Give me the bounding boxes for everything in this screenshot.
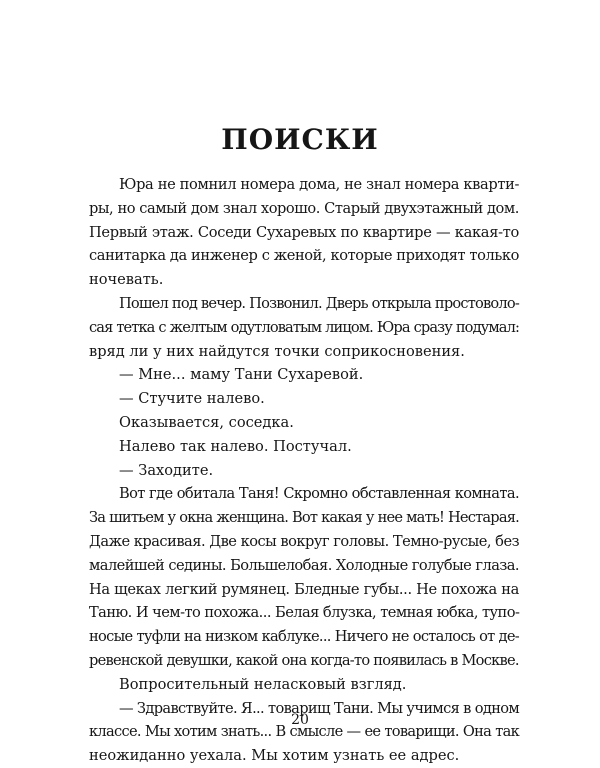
text-line: Налево так налево. Постучал. bbox=[119, 437, 352, 455]
text-line: Даже красивая. Две косы вокруг головы. Темно-русые, без bbox=[89, 532, 520, 550]
dialogue-line: — Мне... маму Тани Сухаревой. bbox=[119, 366, 364, 384]
text-line: Юра не помнил номера дома, не знал номера кварти- bbox=[119, 176, 520, 193]
page-number: 20 bbox=[291, 712, 309, 728]
text-line: санитарка да инженер с женой, которые приходят только bbox=[89, 247, 519, 265]
text-line: Первый этаж. Соседи Сухаревых по квартире — какая-то bbox=[89, 223, 519, 241]
text-line: вряд ли у них найдутся точки соприкосновения. bbox=[89, 342, 465, 360]
dialogue-line: классе. Мы хотим знать... В смысле — ее товарищи. Она так bbox=[89, 723, 519, 741]
text-line: ревенской девушки, какой она когда-то появилась в Москве. bbox=[89, 651, 519, 669]
dialogue-line: — Стучите налево. bbox=[119, 390, 265, 408]
text-line: На щеках легкий румянец. Бледные губы... Не похожа на bbox=[89, 580, 519, 598]
text-line: За шитьем у окна женщина. Вот какая у нее мать! Нестарая. bbox=[89, 509, 519, 527]
text-line: ры, но самый дом знал хорошо. Старый двухэтажный дом. bbox=[89, 199, 519, 217]
chapter-body bbox=[89, 173, 519, 768]
dialogue-line: неожиданно уехала. Мы хотим узнать ее адрес. bbox=[89, 747, 460, 765]
text-line: Таню. И чем-то похожа... Белая блузка, темная юбка, тупо- bbox=[89, 604, 520, 622]
text-line: Пошел под вечер. Позвонил. Дверь открыла простоволо- bbox=[119, 294, 519, 312]
text-line: ночевать. bbox=[89, 271, 164, 289]
text-line: Вот где обитала Таня! Скромно обставленная комната. bbox=[119, 485, 519, 503]
text-line: малейшей седины. Большелобая. Холодные голубые глаза. bbox=[89, 556, 519, 574]
text-line: носые туфли на низком каблуке... Ничего не осталось от де- bbox=[89, 628, 519, 646]
dialogue-line: — Здравствуйте. Я... товарищ Тани. Мы учимся в одном bbox=[119, 699, 520, 717]
text-line: Оказывается, соседка. bbox=[119, 413, 294, 431]
text-line: сая тетка с желтым одутловатым лицом. Юра сразу подумал: bbox=[89, 318, 519, 336]
text-line: Вопросительный неласковый взгляд. bbox=[119, 675, 407, 693]
dialogue-line: — Заходите. bbox=[119, 461, 214, 479]
chapter-title: ПОИСКИ bbox=[221, 123, 379, 156]
